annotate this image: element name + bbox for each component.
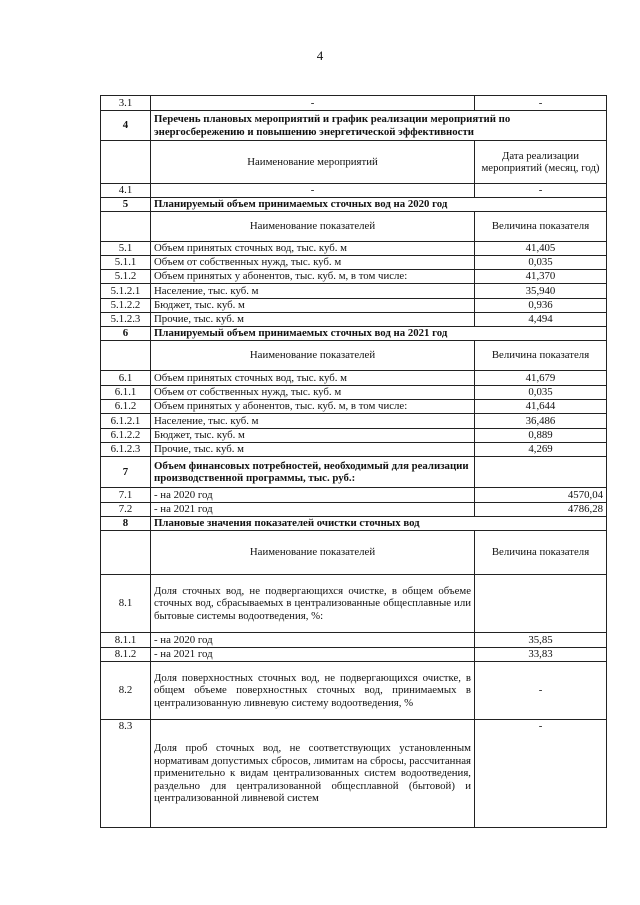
page-number: 4 — [316, 48, 324, 63]
row-number: 3.1 — [101, 96, 151, 111]
indicator-value — [475, 575, 607, 633]
indicator-name: Доля проб сточных вод, не соответствующих установленным нормативам допустимых сбросов, лимитам на сбросы, рассчитанная применительно к видам централизованных систем водоотведения, раздельно для централизованной общесплавной (бытовой) и централизованной ливневой систем — [151, 720, 475, 828]
indicator-name: Прочие, тыс. куб. м — [151, 313, 475, 327]
row-number: 6.1.2.2 — [101, 429, 151, 443]
row-number: 7 — [101, 457, 151, 488]
row-number: 5.1.1 — [101, 256, 151, 270]
table-row — [101, 720, 607, 828]
indicator-name: Объем от собственных нужд, тыс. куб. м — [151, 386, 475, 400]
table-row — [101, 96, 607, 111]
indicator-value: 4,269 — [475, 443, 607, 457]
section-row — [101, 198, 607, 212]
header-row — [101, 341, 607, 371]
row-number: 8.2 — [101, 662, 151, 720]
row-number — [101, 212, 151, 242]
indicator-value: 41,679 — [475, 371, 607, 386]
row-number: 5.1.2.3 — [101, 313, 151, 327]
row-number: 4.1 — [101, 184, 151, 198]
indicator-value: 4570,04 — [475, 488, 607, 503]
row-number: 6.1.2 — [101, 400, 151, 414]
table-row — [101, 270, 607, 284]
section-title: Планируемый объем принимаемых сточных вод на 2021 год — [151, 327, 607, 341]
section-title: Объем финансовых потребностей, необходимый для реализации производственной программы, тыс. руб.: — [151, 457, 475, 488]
row-number: 6.1 — [101, 371, 151, 386]
indicator-name: Прочие, тыс. куб. м — [151, 443, 475, 457]
program-table-body — [101, 96, 607, 828]
column-header: Дата реализации мероприятий (месяц, год) — [475, 141, 607, 184]
row-number — [101, 531, 151, 575]
indicator-value: 4,494 — [475, 313, 607, 327]
indicator-value: 36,486 — [475, 414, 607, 429]
indicator-value: 41,370 — [475, 270, 607, 284]
section-title: Планируемый объем принимаемых сточных вод на 2020 год — [151, 198, 607, 212]
indicator-value: 0,035 — [475, 256, 607, 270]
indicator-value: 0,936 — [475, 299, 607, 313]
section-row — [101, 111, 607, 141]
program-table — [100, 95, 607, 828]
indicator-value: - — [475, 184, 607, 198]
indicator-value: 33,83 — [475, 648, 607, 662]
table-row — [101, 429, 607, 443]
row-number: 6.1.2.1 — [101, 414, 151, 429]
indicator-value: 4786,28 — [475, 503, 607, 517]
header-row — [101, 212, 607, 242]
indicator-name: Объем принятых у абонентов, тыс. куб. м, в том числе: — [151, 400, 475, 414]
section-row — [101, 457, 607, 488]
column-header: Величина показателя — [475, 531, 607, 575]
indicator-name: - — [151, 96, 475, 111]
indicator-value — [475, 457, 607, 488]
indicator-name: Доля сточных вод, не подвергающихся очистке, в общем объеме сточных вод, сбрасываемых в централизованные общесплавные или бытовые системы водоотведения, %: — [151, 575, 475, 633]
section-row — [101, 517, 607, 531]
table-row — [101, 575, 607, 633]
indicator-name: - на 2020 год — [151, 633, 475, 648]
table-row — [101, 256, 607, 270]
row-number: 6.1.2.3 — [101, 443, 151, 457]
row-number: 5 — [101, 198, 151, 212]
row-number: 4 — [101, 111, 151, 141]
indicator-name: - на 2021 год — [151, 503, 475, 517]
table-row — [101, 488, 607, 503]
column-header: Наименование показателей — [151, 212, 475, 242]
indicator-value: 41,405 — [475, 242, 607, 256]
column-header: Величина показателя — [475, 341, 607, 371]
table-row — [101, 371, 607, 386]
indicator-name: Объем принятых сточных вод, тыс. куб. м — [151, 242, 475, 256]
indicator-name: Объем принятых у абонентов, тыс. куб. м, в том числе: — [151, 270, 475, 284]
indicator-name: Население, тыс. куб. м — [151, 414, 475, 429]
table-row — [101, 242, 607, 256]
table-row — [101, 299, 607, 313]
section-row — [101, 327, 607, 341]
header-row — [101, 141, 607, 184]
indicator-value: - — [475, 96, 607, 111]
table-row — [101, 662, 607, 720]
row-number: 8 — [101, 517, 151, 531]
indicator-name: Население, тыс. куб. м — [151, 284, 475, 299]
row-number: 8.1.2 — [101, 648, 151, 662]
table-row — [101, 313, 607, 327]
table-row — [101, 284, 607, 299]
table-row — [101, 184, 607, 198]
column-header: Величина показателя — [475, 212, 607, 242]
indicator-value: 35,85 — [475, 633, 607, 648]
row-number: 8.1 — [101, 575, 151, 633]
row-number: 8.1.1 — [101, 633, 151, 648]
table-row — [101, 503, 607, 517]
row-number: 5.1.2.2 — [101, 299, 151, 313]
table-row — [101, 386, 607, 400]
column-header: Наименование мероприятий — [151, 141, 475, 184]
row-number: 6.1.1 — [101, 386, 151, 400]
indicator-name: Объем принятых сточных вод, тыс. куб. м — [151, 371, 475, 386]
indicator-value: 0,035 — [475, 386, 607, 400]
row-number — [101, 341, 151, 371]
table-row — [101, 633, 607, 648]
indicator-name: - на 2021 год — [151, 648, 475, 662]
row-number: 8.3 — [101, 720, 151, 828]
indicator-value: - — [475, 720, 607, 828]
indicator-name: Объем от собственных нужд, тыс. куб. м — [151, 256, 475, 270]
row-number: 5.1 — [101, 242, 151, 256]
row-number — [101, 141, 151, 184]
header-row — [101, 531, 607, 575]
indicator-name: Бюджет, тыс. куб. м — [151, 299, 475, 313]
indicator-name: - на 2020 год — [151, 488, 475, 503]
table-row — [101, 400, 607, 414]
row-number: 5.1.2.1 — [101, 284, 151, 299]
section-title: Плановые значения показателей очистки сточных вод — [151, 517, 607, 531]
column-header: Наименование показателей — [151, 341, 475, 371]
indicator-name: Бюджет, тыс. куб. м — [151, 429, 475, 443]
indicator-value: 41,644 — [475, 400, 607, 414]
table-row — [101, 648, 607, 662]
table-row — [101, 414, 607, 429]
indicator-value: - — [475, 662, 607, 720]
row-number: 5.1.2 — [101, 270, 151, 284]
column-header: Наименование показателей — [151, 531, 475, 575]
row-number: 6 — [101, 327, 151, 341]
indicator-name: - — [151, 184, 475, 198]
indicator-value: 35,940 — [475, 284, 607, 299]
row-number: 7.2 — [101, 503, 151, 517]
indicator-value: 0,889 — [475, 429, 607, 443]
section-title: Перечень плановых мероприятий и график реализации мероприятий по энергосбережению и повышению энергетической эффективности — [151, 111, 607, 141]
row-number: 7.1 — [101, 488, 151, 503]
table-row — [101, 443, 607, 457]
indicator-name: Доля поверхностных сточных вод, не подвергающихся очистке, в общем объеме поверхностных сточных вод, принимаемых в централизованную ливневую систему водоотведения, % — [151, 662, 475, 720]
